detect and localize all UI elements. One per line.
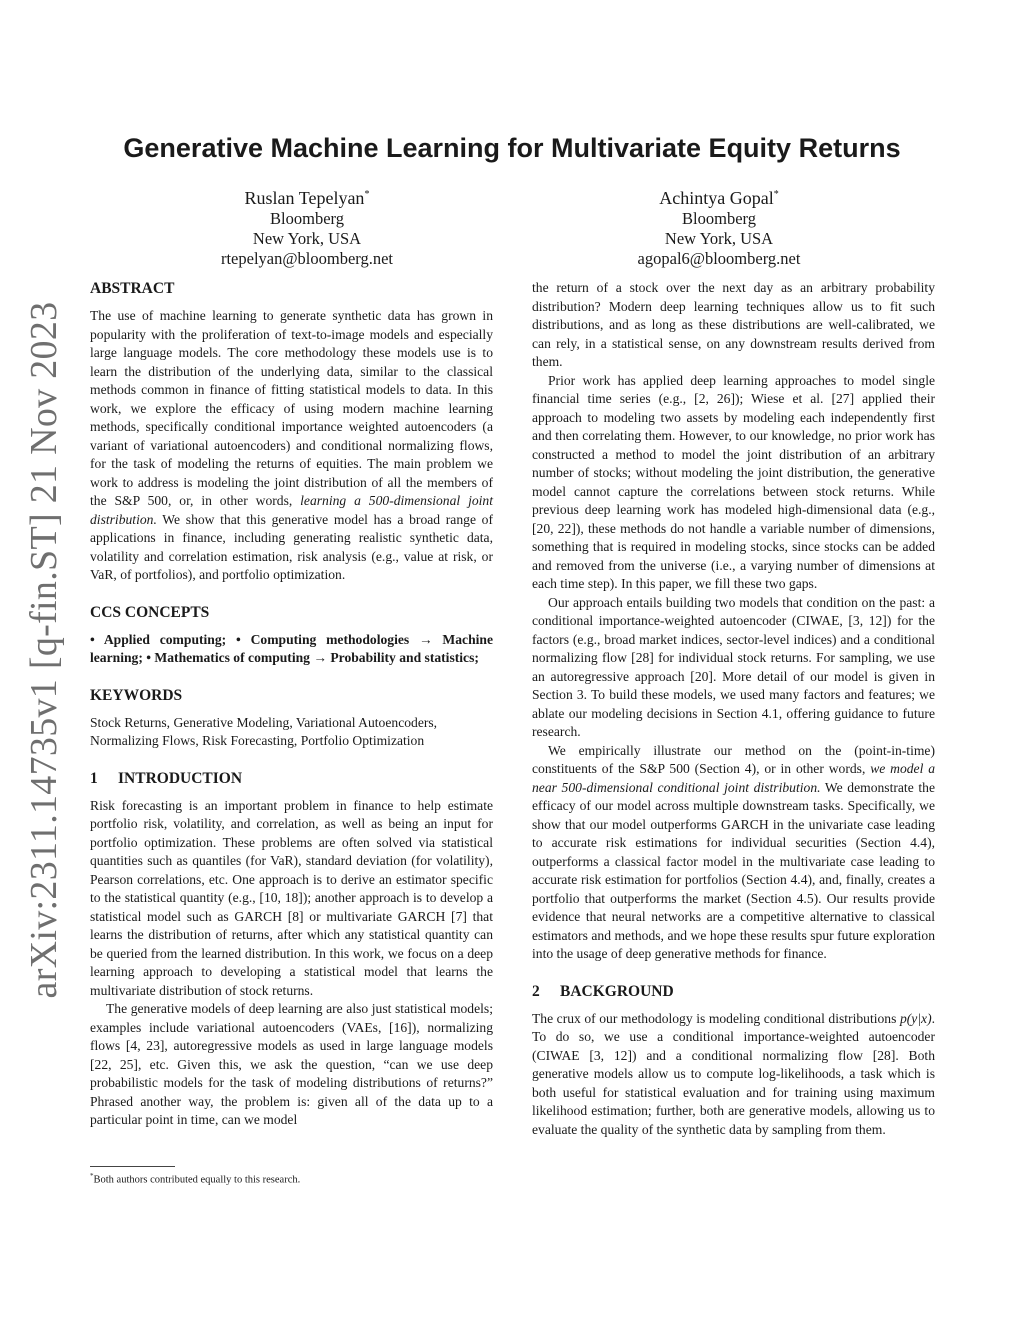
author-location: New York, USA xyxy=(664,229,774,248)
background-paragraph: The crux of our methodology is modeling conditional distributions p(y|x). To do so, we use a conditional importance-weighted autoencoder (CIWAE [3, 12]) and a conditional normalizing flow [28]. Both generative models allow us to compute log-likelihoods, a task which is both useful for statistical evaluation and for training using maximum likelihood estimation; further, both are generative models, allowing us to evaluate the quality of the synthetic data by sampling from them. xyxy=(532,1010,935,1137)
keywords-text: Stock Returns, Generative Modeling, Variational Autoencoders, Normalizing Flows, Risk Forecasting, Portfolio Optimization xyxy=(90,714,438,748)
intro-paragraph: Prior work has applied deep learning approaches to model single financial time series (e.g., [2, 26]); Wiese et al. [27] applied their approach to modeling two assets by modeling each independently first and then correlating them. However, to our knowledge, no prior work has constructed a method to model the joint distribution of an arbitrary number of stocks; without modeling the joint distribution, the generative model cannot capture the correlations between stock returns. While previous deep learning work has modeled high-dimensional data (e.g., [20, 22]), these methods do not handle a variable number of dimensions, something that is required in modeling stocks, since stocks can be added and removed from the universe (i.e., a varying number of dimensions at each time step). In this paper, we fill these two gaps. xyxy=(532,372,935,591)
author-name: Ruslan Tepelyan xyxy=(244,188,365,208)
author-email: rtepelyan@bloomberg.net xyxy=(220,249,394,268)
abstract-heading: ABSTRACT xyxy=(90,280,175,297)
author-block-1 xyxy=(147,184,467,269)
arxiv-id-text: arXiv:2311.14735v1 [q-fin.ST] 21 Nov 2023 xyxy=(23,301,65,999)
ccs-concepts: • Applied computing; • Computing methodologies → Machine learning; • Mathematics of computing → Probability and statistics; xyxy=(90,631,493,665)
author-block-2 xyxy=(559,184,879,269)
intro-paragraph: the return of a stock over the next day as an arbitrary probability distribution? Modern deep learning techniques allow us to fit such distributions, and as long as these distributions are well-calibrated, we can rely, in a statistical sense, on any downstream results derived from them. xyxy=(532,280,935,369)
footnote-rule xyxy=(90,1166,175,1167)
ccs-heading: CCS CONCEPTS xyxy=(90,603,210,621)
intro-heading: 1 INTRODUCTION xyxy=(90,769,243,787)
intro-paragraph: Risk forecasting is an important problem in finance to help estimate portfolio risk, volatility, and correlation, as well as being an input for portfolio optimization. These problems are often solved via statistical quantities such as quantiles (for VaR), standard deviation (for volatility), Pearson correlations, etc. One approach is to derive an estimator specific to the statistical quantity (e.g., [10, 18]); another approach is to develop a statistical model such as GARCH [8] or multivariate GARCH [7] that learns the distribution of returns, after which any statistical quantity can be queried from the learned distribution. In this work, we focus on a deep learning approach to developing a statistical model that learns the multivariate distribution of stock returns. xyxy=(90,797,493,998)
author-affiliation: Bloomberg xyxy=(270,209,344,228)
abstract-text: The use of machine learning to generate synthetic data has grown in popularity with the proliferation of text-to-image models and especially large language models. The core methodology these models use is to learn the distribution of the underlying data, similar to the classical methods common in finance of fitting statistical models to data. In this work, we explore the efficacy of using modern machine learning methods, specifically conditional importance weighted autoencoders (a variant of variational autoencoders) and conditional normalizing flows, for the task of modeling the returns of equities. The main problem we work to address is modeling the joint distribution of all the members of the S&P 500, or, in other words, learning a 500-dimensional joint distribution. We show that this generative model has a broad range of applications in finance, including generating realistic synthetic data, volatility and correlation estimation, risk analysis (e.g., value at risk, or VaR, of portfolios), and portfolio optimization. xyxy=(90,308,493,582)
right-column xyxy=(532,279,935,1139)
arxiv-identifier xyxy=(14,301,74,999)
intro-paragraph: The generative models of deep learning are also just statistical models; examples include variational autoencoders (VAEs, [16]), normalizing flows [4, 23], autoregressive models as used in large language models [22, 25], etc. Given this, we ask the question, “can we use deep probabilistic models for the task of modeling distributions of returns?” Phrased another way, the problem is: given all of the data up to a particular point in time, can we model xyxy=(90,1001,493,1127)
paper-title: Generative Machine Learning for Multivariate Equity Returns xyxy=(123,133,901,163)
author-email: agopal6@bloomberg.net xyxy=(637,249,801,268)
background-heading: 2 BACKGROUND xyxy=(532,982,674,1000)
intro-paragraph: We empirically illustrate our method on the (point-in-time) constituents of the S&P 500 (Section 4), or in other words, we model a near 500-dimensional conditional joint distribution. We demonstrate the efficacy of our model across multiple downstream tasks. Specifically, we show that our model outperforms GARCH in the univariate case leading to accurate risk estimations for individual securities (Section 4.4), outperforms a classical factor model in the multivariate case leading to accurate risk estimation for portfolios (Section 4.4), and, finally, creates a portfolio that outperforms the market (Section 4.5). Our results provide evidence that neural networks are a competitive alternative to classical estimators and methods, and we hope these results spur future exploration into the usage of deep generative methods for finance. xyxy=(532,742,935,961)
author-name: Achintya Gopal xyxy=(659,188,774,208)
footnote: *Both authors contributed equally to this research. xyxy=(90,1172,301,1186)
math-expression: p(y|x) xyxy=(899,1010,932,1026)
left-column xyxy=(90,279,493,1130)
keywords-heading: KEYWORDS xyxy=(90,686,183,704)
author-mark: * xyxy=(364,189,370,200)
author-location: New York, USA xyxy=(252,229,362,248)
author-mark: * xyxy=(773,189,779,200)
intro-paragraph: Our approach entails building two models that condition on the past: a conditional importance-weighted autoencoder (CIWAE, [3, 12]) for the factors (e.g., broad market indices, sector-level indices) and a conditional normalizing flow [28] for individual stock returns. For sampling, we use an autoregressive approach [20]. More detail of our model is given in Section 3. To build these models, we used many factors and features; we ablate our modeling decisions in Section 4.1, offering guidance to future research. xyxy=(532,594,935,739)
author-affiliation: Bloomberg xyxy=(682,209,756,228)
